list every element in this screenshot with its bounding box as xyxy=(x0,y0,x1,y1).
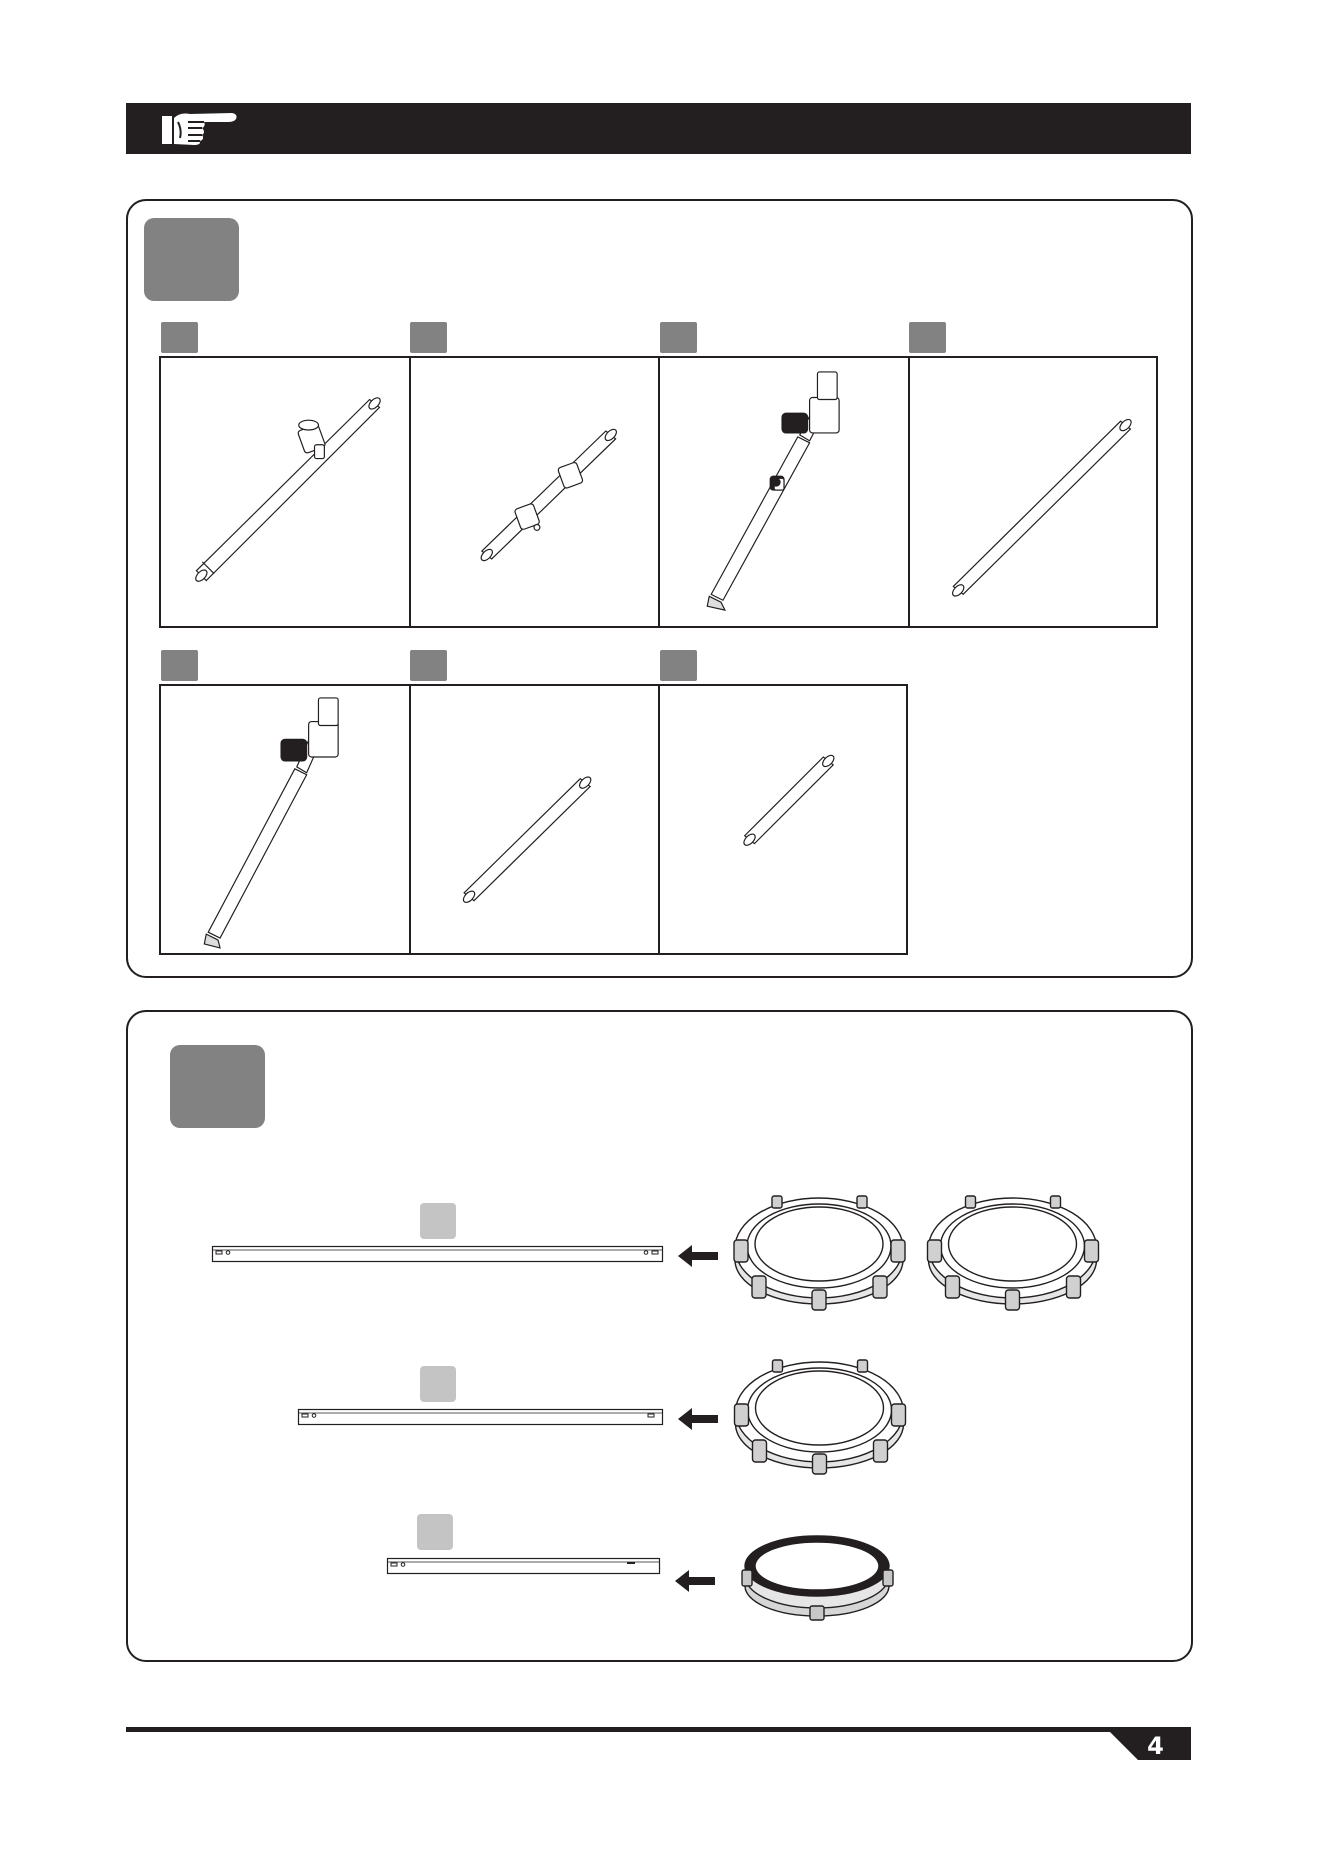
short-rail xyxy=(387,1556,660,1576)
part-tag xyxy=(909,322,946,353)
pipe-two-clamps-icon xyxy=(411,358,658,626)
part-cell-2 xyxy=(409,356,660,628)
part-tag xyxy=(660,650,697,681)
pipe-cross-clamp-icon xyxy=(660,358,908,626)
part-cell-7 xyxy=(658,684,908,955)
rail-tag xyxy=(420,1366,456,1402)
medium-rail xyxy=(298,1407,663,1427)
part-tag xyxy=(161,322,198,353)
header-bar xyxy=(126,103,1191,154)
arrow-left-icon xyxy=(675,1570,715,1592)
drum-pad-icon xyxy=(732,1352,908,1476)
part-tag xyxy=(660,322,697,353)
arrow-left-icon xyxy=(678,1245,718,1267)
drum-pad-icon xyxy=(732,1188,907,1312)
rail-tag xyxy=(420,1203,456,1239)
part-tag xyxy=(410,322,447,353)
part-tag xyxy=(161,650,198,681)
step-badge xyxy=(144,218,239,301)
part-cell-6 xyxy=(409,684,660,955)
pipe-clamp-icon xyxy=(161,358,409,626)
pipe-cross-clamp-icon xyxy=(161,686,409,953)
step-badge xyxy=(170,1045,265,1128)
page-number: 4 xyxy=(1147,1732,1164,1760)
part-cell-3 xyxy=(658,356,910,628)
pipe-icon xyxy=(660,686,906,953)
pipe-icon xyxy=(910,358,1156,626)
pointing-hand-icon xyxy=(158,108,240,150)
long-rail xyxy=(212,1244,663,1264)
drum-pad-icon xyxy=(925,1188,1101,1312)
part-cell-5 xyxy=(159,684,411,955)
kick-pad-icon xyxy=(740,1530,895,1622)
arrow-left-icon xyxy=(678,1408,718,1430)
part-cell-4 xyxy=(908,356,1158,628)
part-cell-1 xyxy=(159,356,411,628)
footer-rule xyxy=(126,1727,1191,1732)
part-tag xyxy=(410,650,447,681)
pipe-icon xyxy=(411,686,658,953)
rail-tag xyxy=(417,1514,453,1550)
